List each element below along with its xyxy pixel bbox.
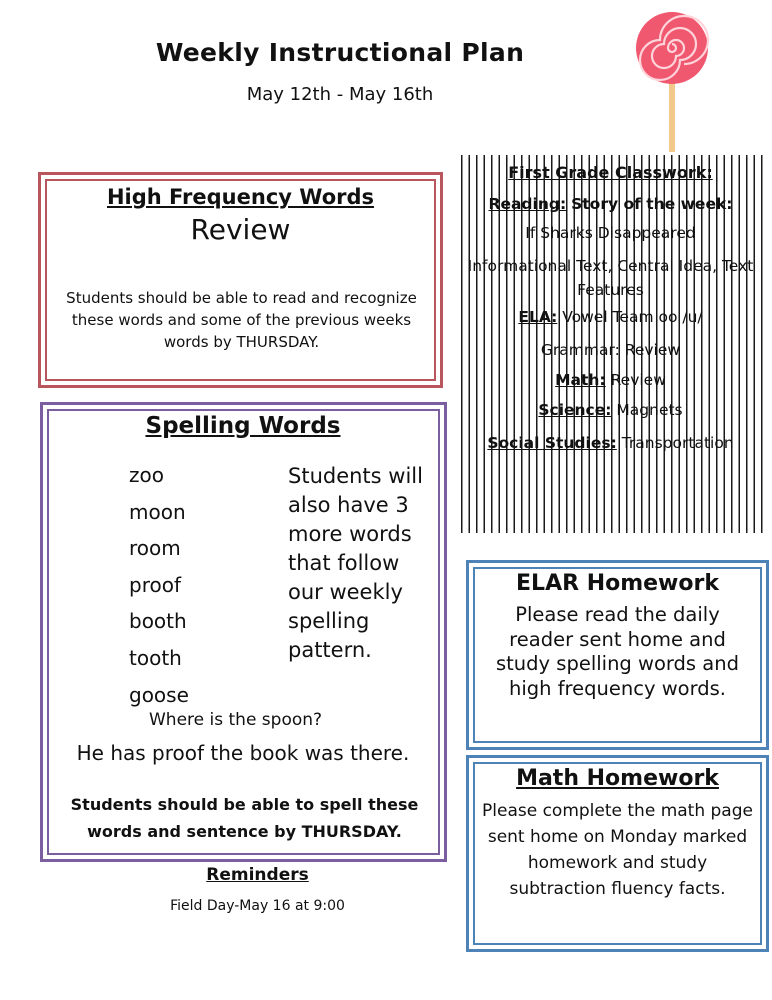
spelling-word: proof (129, 572, 181, 597)
spelling-word: goose (129, 682, 189, 707)
high-frequency-words-box (38, 172, 443, 388)
elar-homework-title: ELAR Homework (516, 571, 719, 596)
math-value: Review (610, 371, 666, 389)
elar-homework-text: Please read the daily reader sent home and study spelling words and high frequency words. (496, 603, 739, 700)
ela-value: Vowel Team oo /u/ (562, 308, 703, 326)
dictation-sentence-1: Where is the spoon? (149, 710, 323, 730)
math-line (455, 371, 766, 389)
spelling-word: zoo (129, 463, 164, 487)
grammar-line: Grammar: Review (540, 341, 681, 359)
science-line (455, 401, 766, 419)
social-value: Transportation (621, 434, 734, 452)
spelling-title: Spelling Words (145, 413, 341, 439)
hf-subtitle: Review (190, 213, 291, 246)
hf-title: High Frequency Words (106, 185, 375, 209)
spelling-word: room (129, 536, 181, 561)
reading-value: Story of the week: (571, 195, 733, 213)
page-title: Weekly Instructional Plan (155, 38, 525, 67)
science-value: Magnets (616, 401, 683, 419)
classwork-panel (455, 155, 766, 533)
reading-line (455, 195, 766, 213)
hf-text: Students should be able to read and recognize these words and some of the previous weeks words by THURSDAY. (66, 289, 417, 351)
reading-skills: Informational Text, Central Idea, Text Features (467, 257, 754, 299)
ela-line (455, 308, 766, 326)
reading-label: Reading: (488, 195, 567, 213)
spelling-word: tooth (129, 645, 182, 670)
spelling-word: moon (129, 499, 186, 524)
elar-homework-box (466, 560, 769, 750)
lollipop-icon (633, 10, 711, 152)
spelling-word: booth (129, 609, 187, 634)
spelling-words-box (40, 402, 447, 862)
social-studies-line (455, 431, 766, 455)
reminders-title: Reminders (206, 865, 309, 885)
classwork-title: First Grade Classwork: (508, 163, 713, 182)
science-label: Science: (538, 401, 612, 419)
social-label: Social Studies: (487, 434, 617, 452)
math-homework-title: Math Homework (516, 766, 719, 791)
spelling-note: Students should be able to spell these words and sentence by THURSDAY. (70, 795, 419, 841)
story-title: If Sharks Disappeared (525, 224, 696, 242)
ela-label: ELA: (518, 308, 558, 326)
math-label: Math: (555, 371, 606, 389)
spelling-word-list (129, 457, 189, 713)
date-range: May 12th - May 16th (246, 84, 434, 105)
dictation-sentence-2: He has proof the book was there. (76, 741, 410, 765)
math-homework-box (466, 755, 769, 952)
math-homework-text: Please complete the math page sent home on Monday marked homework and study subtraction fluency facts. (482, 801, 753, 899)
extra-words-note: Students will also have 3 more words that follow our weekly spelling pattern. (288, 464, 423, 662)
reminder-item: Field Day-May 16 at 9:00 (170, 898, 345, 914)
